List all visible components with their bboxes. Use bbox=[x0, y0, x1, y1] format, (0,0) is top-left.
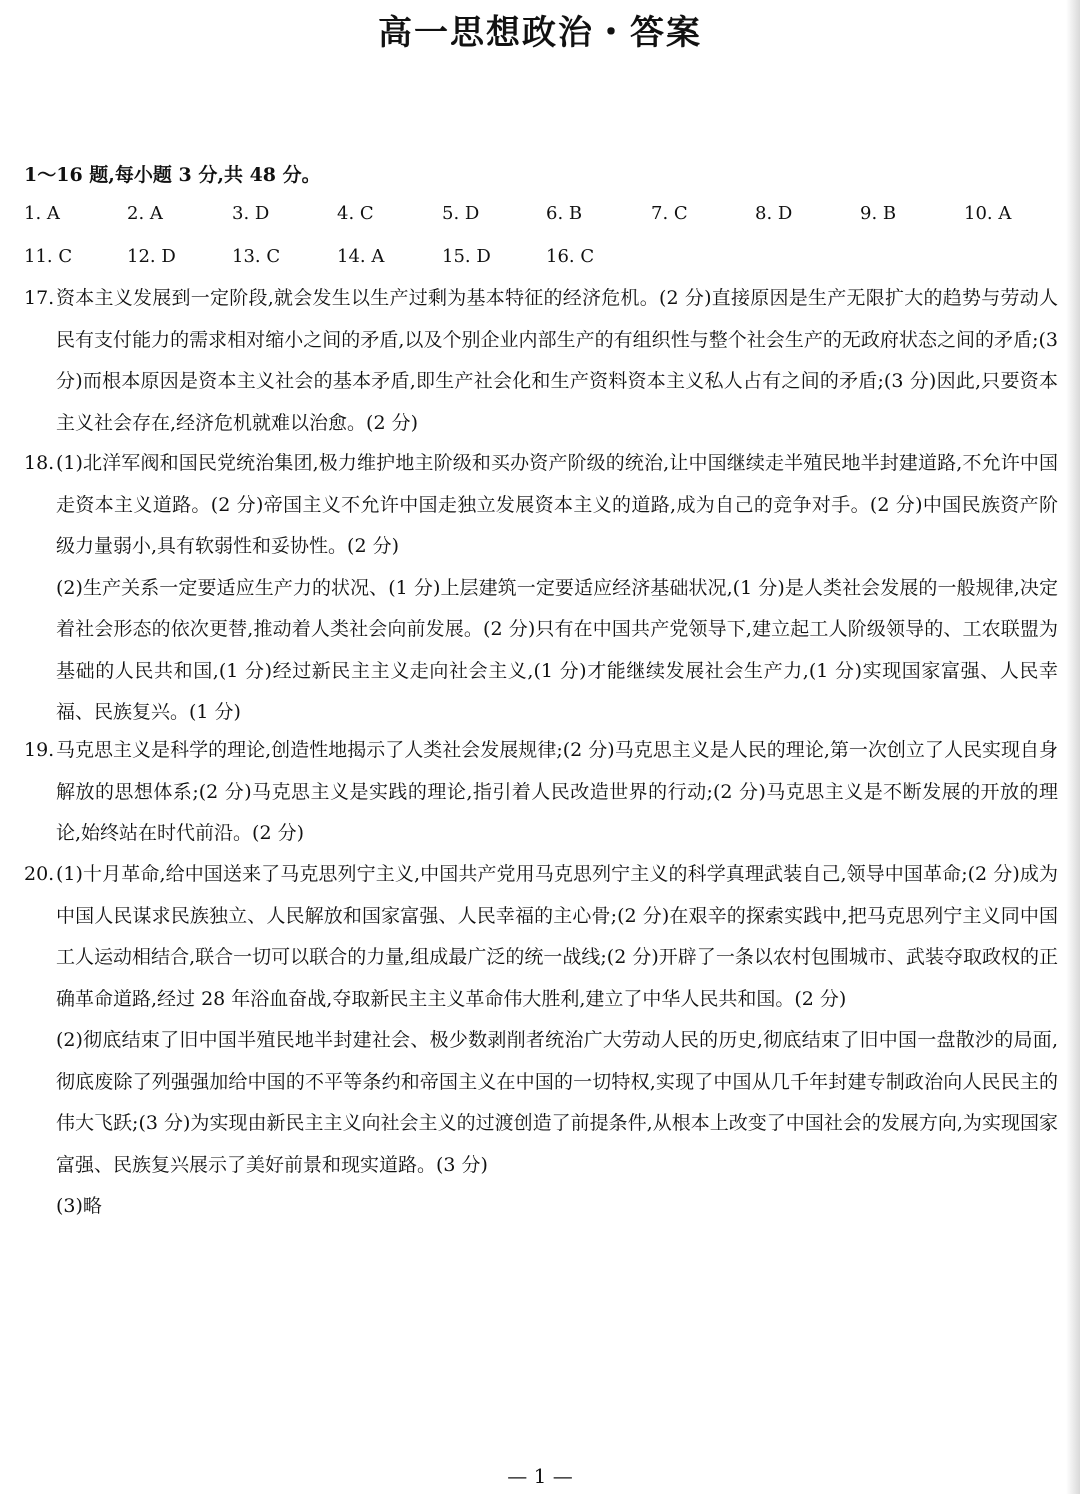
mc-answer: 4. C bbox=[337, 203, 374, 224]
mc-answer: 6. B bbox=[546, 203, 583, 224]
mc-answer: 14. A bbox=[337, 246, 385, 267]
answer-paragraph: (1)十月革命,给中国送来了马克思列宁主义,中国共产党用马克思列宁主义的科学真理武装自己,领导中国革命;(2 分)成为中国人民谋求民族独立、人民解放和国家富强、人民幸福的主心骨;(2 分)在艰辛的探索实践中,把马克思列宁主义同中国工人运动相结合,联合一切可以联合的力量,组成最广泛的统一战线;(2 分)开辟了一条以农村包围城市、武装夺取政权的正确革命道路,经过 28 年浴血奋战,夺取新民主主义革命伟大胜利,建立了中华人民共和国。(2 分) bbox=[56, 863, 1058, 1010]
mc-answer: 1. A bbox=[24, 203, 60, 224]
mc-answer: 5. D bbox=[442, 203, 480, 224]
answer-paragraph: 马克思主义是科学的理论,创造性地揭示了人类社会发展规律;(2 分)马克思主义是人民的理论,第一次创立了人民实现自身解放的思想体系;(2 分)马克思主义是实践的理论,指引着人民改造世界的行动;(2 分)马克思主义是不断发展的开放的理论,始终站在时代前沿。(2 分) bbox=[56, 739, 1058, 844]
section-intro: 1～16 题,每小题 3 分,共 48 分。 bbox=[24, 164, 321, 186]
answer-paragraph: (3)略 bbox=[56, 1195, 102, 1217]
answer-paragraph: 资本主义发展到一定阶段,就会发生以生产过剩为基本特征的经济危机。(2 分)直接原因是生产无限扩大的趋势与劳动人民有支付能力的需求相对缩小之间的矛盾,以及个别企业内部生产的有组织性与整个社会生产的无政府状态之间的矛盾;(3 分)而根本原因是资本主义社会的基本矛盾,即生产社会化和生产资料资本主义私人占有之间的矛盾;(3 分)因此,只要资本主义社会存在,经济危机就难以治愈。(2 分) bbox=[56, 287, 1058, 434]
mc-answer: 10. A bbox=[964, 203, 1012, 224]
mc-answer: 8. D bbox=[755, 203, 793, 224]
mc-answer: 9. B bbox=[860, 203, 897, 224]
question-number: 18. bbox=[24, 452, 55, 474]
mc-answer: 15. D bbox=[442, 246, 491, 267]
question-19-answer bbox=[24, 730, 1058, 855]
question-number: 20. bbox=[24, 863, 55, 885]
answer-paragraph: (2)彻底结束了旧中国半殖民地半封建社会、极少数剥削者统治广大劳动人民的历史,彻底结束了旧中国一盘散沙的局面,彻底废除了列强强加给中国的不平等条约和帝国主义在中国的一切特权,实现了中国从几千年封建专制政治向人民民主的伟大飞跃;(3 分)为实现由新民主主义向社会主义的过渡创造了前提条件,从根本上改变了中国社会的发展方向,为实现国家富强、民族复兴展示了美好前景和现实道路。(3 分) bbox=[56, 1029, 1058, 1176]
question-number: 19. bbox=[24, 739, 55, 761]
page-edge-shadow bbox=[1066, 0, 1080, 1494]
question-17-answer bbox=[24, 278, 1058, 444]
mc-answer: 7. C bbox=[651, 203, 688, 224]
mc-answer: 12. D bbox=[127, 246, 176, 267]
mc-answer: 2. A bbox=[127, 203, 163, 224]
question-18-answer bbox=[24, 443, 1058, 734]
question-number: 17. bbox=[24, 287, 55, 309]
mc-answer: 16. C bbox=[546, 246, 595, 267]
page-title: 高一思想政治・答案 bbox=[378, 13, 702, 53]
question-20-answer bbox=[24, 854, 1058, 1228]
answer-paragraph: (2)生产关系一定要适应生产力的状况、(1 分)上层建筑一定要适应经济基础状况,(1 分)是人类社会发展的一般规律,决定着社会形态的依次更替,推动着人类社会向前发展。(2 分)只有在中国共产党领导下,建立起工人阶级领导的、工农联盟为基础的人民共和国,(1 分)经过新民主主义走向社会主义,(1 分)才能继续发展社会生产力,(1 分)实现国家富强、人民幸福、民族复兴。(1 分) bbox=[56, 576, 1058, 723]
mc-answer: 13. C bbox=[232, 246, 281, 267]
answer-paragraph: (1)北洋军阀和国民党统治集团,极力维护地主阶级和买办资产阶级的统治,让中国继续走半殖民地半封建道路,不允许中国走资本主义道路。(2 分)帝国主义不允许中国走独立发展资本主义的道路,成为自己的竞争对手。(2 分)中国民族资产阶级力量弱小,具有软弱性和妥协性。(2 分) bbox=[56, 452, 1058, 557]
page-number: — 1 — bbox=[507, 1464, 573, 1488]
mc-answer: 3. D bbox=[232, 203, 270, 224]
mc-answer: 11. C bbox=[24, 246, 73, 267]
